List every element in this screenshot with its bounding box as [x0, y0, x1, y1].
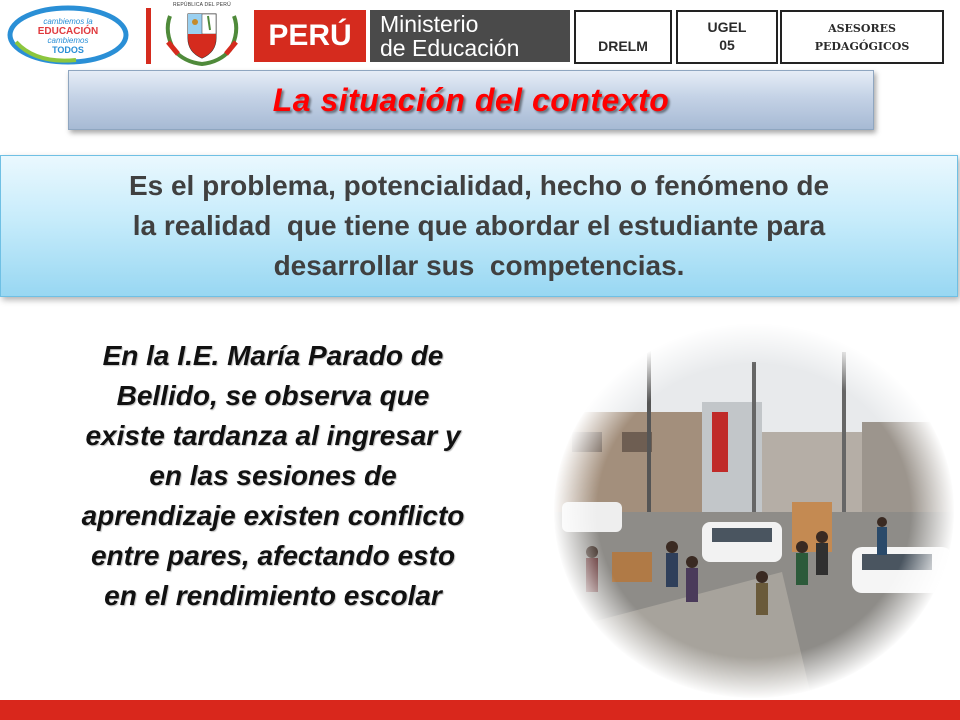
ministry-logo: [370, 10, 570, 62]
title-bar: [68, 70, 874, 130]
case-line3: existe tardanza al ingresar y: [85, 420, 461, 451]
peru-label: PERÚ: [254, 10, 366, 62]
campaign-logo-line1: cambiemos la: [43, 17, 93, 26]
case-line6: entre pares, afectando esto: [90, 540, 456, 571]
asesores-tag: [780, 10, 944, 64]
asesores-line1: ASESORES: [828, 22, 896, 35]
ugel-tag: [676, 10, 778, 64]
campaign-logo-line2: EDUCACIÓN: [37, 26, 99, 37]
case-description: [8, 336, 538, 616]
definition-line2: la realidad que tiene que abordar el estudiante para: [132, 210, 826, 241]
ugel-line1: UGEL: [707, 19, 747, 35]
shield-caption: REPÚBLICA DEL PERÚ: [173, 2, 231, 8]
ugel-line2: 05: [719, 37, 735, 53]
campaign-logo: [6, 4, 130, 66]
coat-of-arms: [160, 2, 244, 68]
case-line5: aprendizaje existen conflicto: [81, 500, 465, 531]
asesores-line2: PEDAGÓGICOS: [814, 40, 910, 53]
case-line1: En la I.E. María Parado de: [102, 340, 444, 371]
campaign-logo-line3: cambiemos: [47, 36, 89, 45]
definition-line1: Es el problema, potencialidad, hecho o fenómeno de: [128, 170, 830, 201]
case-line7: en el rendimiento escolar: [104, 580, 442, 611]
definition-text: [129, 166, 829, 286]
slide-title: La situación del contexto: [272, 81, 670, 118]
case-line2: Bellido, se observa que: [116, 380, 430, 411]
header-divider: [146, 8, 151, 64]
drelm-tag: DRELM: [574, 10, 672, 64]
definition-box: [0, 155, 958, 297]
definition-line3: desarrollar sus competencias.: [273, 250, 685, 281]
ministry-line2: de Educación: [380, 35, 520, 61]
coat-of-arms-icon: [160, 2, 244, 68]
bottom-stripe: [0, 700, 960, 720]
case-line4: en las sesiones de: [149, 460, 397, 491]
campaign-logo-line4: TODOS: [52, 45, 84, 55]
header-banner: [0, 0, 960, 70]
ministry-line1: Ministerio: [380, 11, 479, 37]
street-scene-photo: [552, 322, 956, 700]
